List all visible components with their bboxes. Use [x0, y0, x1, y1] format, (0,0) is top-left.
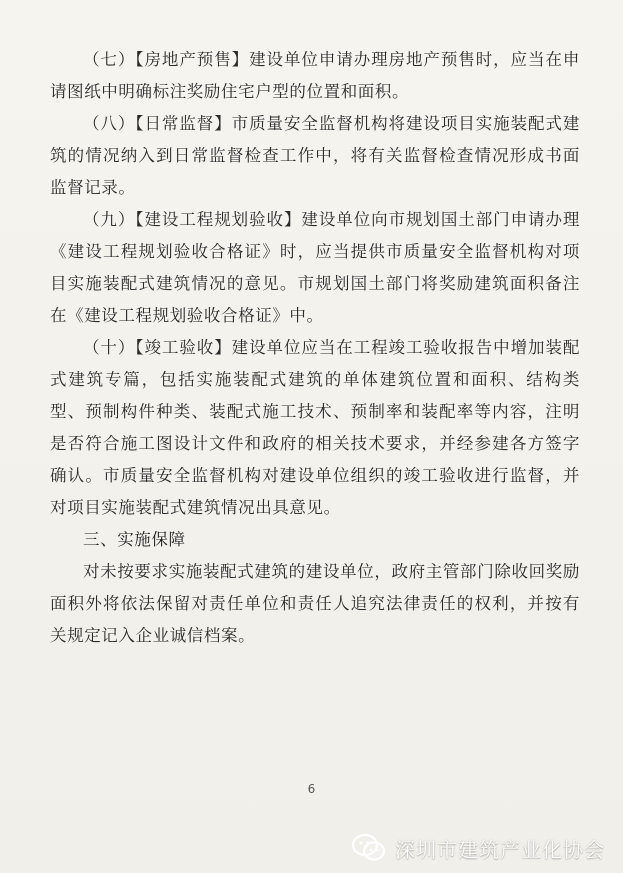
document-body [50, 44, 580, 652]
paragraph-planning-acceptance: （九）【建设工程规划验收】建设单位向市规划国土部门申请办理《建设工程规划验收合格证》时，应当提供市质量安全监督机构对项目实施装配式建筑情况的意见。市规划国土部门将奖励建筑面积备注在《建设工程规划验收合格证》中。 [50, 210, 580, 325]
paragraph-guarantee: 对未按要求实施装配式建筑的建设单位，政府主管部门除收回奖励面积外将依法保留对责任单位和责任人追究法律责任的权利，并按有关规定记入企业诚信档案。 [50, 562, 580, 645]
paragraph-daily-supervision: （八）【日常监督】市质量安全监督机构将建设项目实施装配式建筑的情况纳入到日常监督检查工作中，将有关监督检查情况形成书面监督记录。 [50, 114, 580, 197]
section-heading: 三、实施保障 [83, 530, 186, 549]
page-number: 6 [307, 782, 316, 796]
wechat-icon [351, 833, 387, 863]
watermark-text: 深圳市建筑产业化协会 [395, 837, 605, 862]
paragraph-presale: （七）【房地产预售】建设单位申请办理房地产预售时，应当在申请图纸中明确标注奖励住宅户型的位置和面积。 [50, 50, 580, 101]
paragraph-completion-acceptance: （十）【竣工验收】建设单位应当在工程竣工验收报告中增加装配式建筑专篇，包括实施装配式建筑的单体建筑位置和面积、结构类型、预制构件种类、装配式施工技术、预制率和装配率等内容，注明是否符合施工图设计文件和政府的相关技术要求，并经参建各方签字确认。市质量安全监督机构对建设单位组织的竣工验收进行监督，并对项目实施装配式建筑情况出具意见。 [50, 338, 580, 517]
watermark [351, 833, 605, 863]
